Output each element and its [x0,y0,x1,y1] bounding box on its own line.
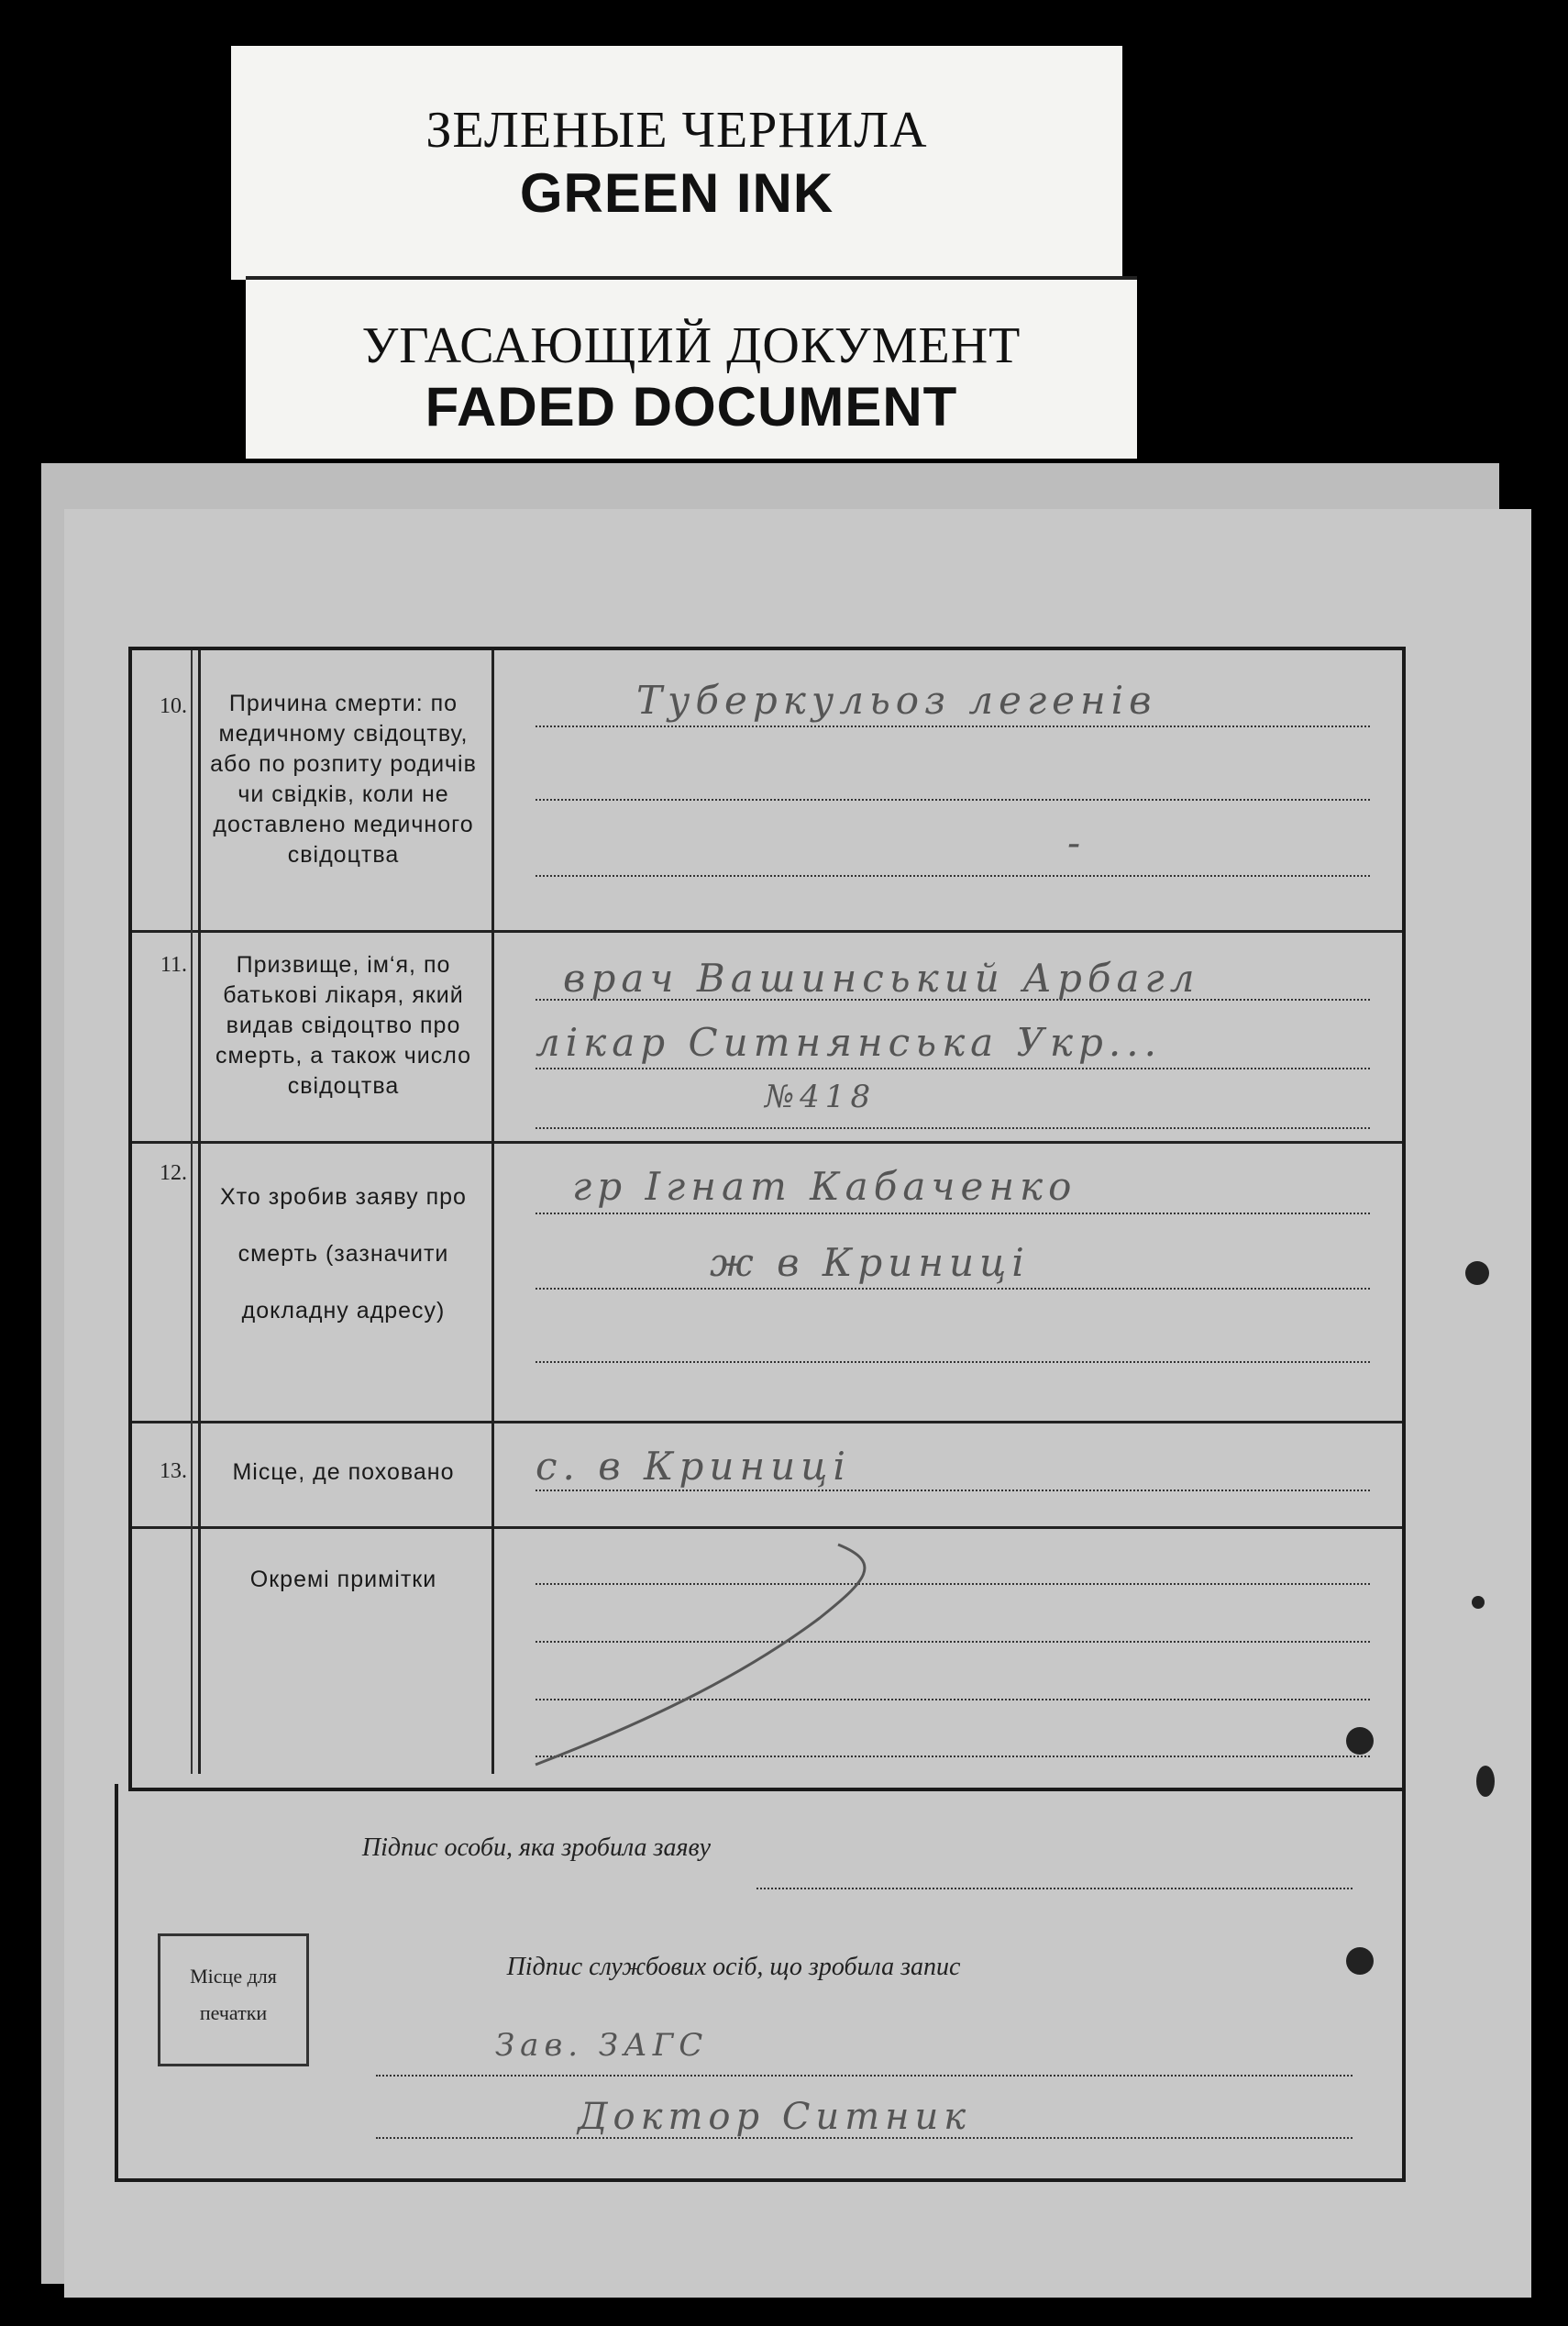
signature-officials-line-1 [376,2075,1353,2077]
handwritten-answer: - [1067,820,1087,865]
column-divider [198,930,201,1141]
form-row-10 [132,650,1402,933]
handwritten-answer: гр Ігнат Кабаченко [572,1164,1077,1209]
stamp-place-box: Місце для печатки [158,1933,309,2066]
handwritten-answer: ж в Криниці [710,1240,1030,1285]
handwritten-signature: Доктор Ситник [578,2096,972,2138]
form-row-12 [132,1141,1402,1423]
faded-document-label-ru: УГАСАЮЩИЙ ДОКУМЕНТ [361,317,1021,374]
column-divider [491,650,494,930]
handwritten-answer: с. в Криниці [536,1444,851,1489]
column-divider [198,1421,201,1526]
handwritten-signature: Зав. ЗАГС [495,2027,709,2064]
row-question: Причина смерти: по медичному свідоцтву, або по розпиту родичів чи свідків, коли не доставлено медичного свідоцтва [210,691,477,868]
row-question: Місце, де поховано [232,1459,455,1485]
green-ink-label [231,46,1122,280]
strike-through-stroke [517,1535,1067,1774]
form-row-notes [132,1526,1402,1774]
answer-line [536,799,1370,801]
green-ink-label-en: GREEN INK [519,162,834,224]
binder-hole [1346,1947,1374,1975]
column-divider [491,930,494,1141]
answer-line [536,1127,1370,1129]
handwritten-answer: Туберкульоз легенів [636,678,1157,723]
green-ink-label-ru: ЗЕЛЕНЫЕ ЧЕРНИЛА [425,102,928,159]
handwritten-answer: №418 [765,1079,877,1115]
binder-hole [1472,1596,1485,1609]
row-number: 11. [160,953,187,977]
answer-line [536,1068,1370,1069]
column-divider [491,1421,494,1526]
answer-line [536,1213,1370,1214]
faded-document-label-en: FADED DOCUMENT [425,376,958,438]
row-question: Окремі примітки [249,1567,437,1592]
binder-hole [1465,1261,1489,1285]
handwritten-answer: врач Вашинський Арбагл [563,956,1200,1001]
column-divider [191,1421,193,1526]
column-divider [198,1526,201,1774]
column-divider [191,1141,193,1421]
binder-hole [1346,1727,1374,1755]
column-divider [491,1526,494,1774]
signature-applicant-label: Підпис особи, яка зробила заяву [361,1833,712,1862]
form-row-13 [132,1421,1402,1529]
column-divider [191,930,193,1141]
binder-hole [1476,1766,1495,1797]
handwritten-answer: лікар Ситнянська Укр... [536,1020,1162,1065]
row-question: Хто зробив заяву про смерть (зазначити докладну адресу) [220,1184,467,1324]
row-number: 12. [160,1161,187,1185]
column-divider [491,1141,494,1421]
answer-line [536,725,1370,727]
answer-line [536,1490,1370,1491]
column-divider [191,650,193,930]
signature-officials-label: Підпис службових осіб, що зробила запис [506,1953,961,1981]
row-number: 10. [160,694,187,718]
row-question: Призвище, ім‘я, по батькові лікаря, який видав свідоцтво про смерть, а також число свідоцтва [215,952,471,1099]
faded-document-label [246,280,1137,459]
answer-line [536,1288,1370,1290]
signature-applicant-line [756,1888,1353,1889]
answer-line [536,875,1370,877]
column-divider [191,1526,193,1774]
death-record-form [128,647,1406,1791]
form-row-11 [132,930,1402,1144]
answer-line [536,1361,1370,1363]
column-divider [198,1141,201,1421]
column-divider [198,650,201,930]
row-number: 13. [160,1459,187,1483]
